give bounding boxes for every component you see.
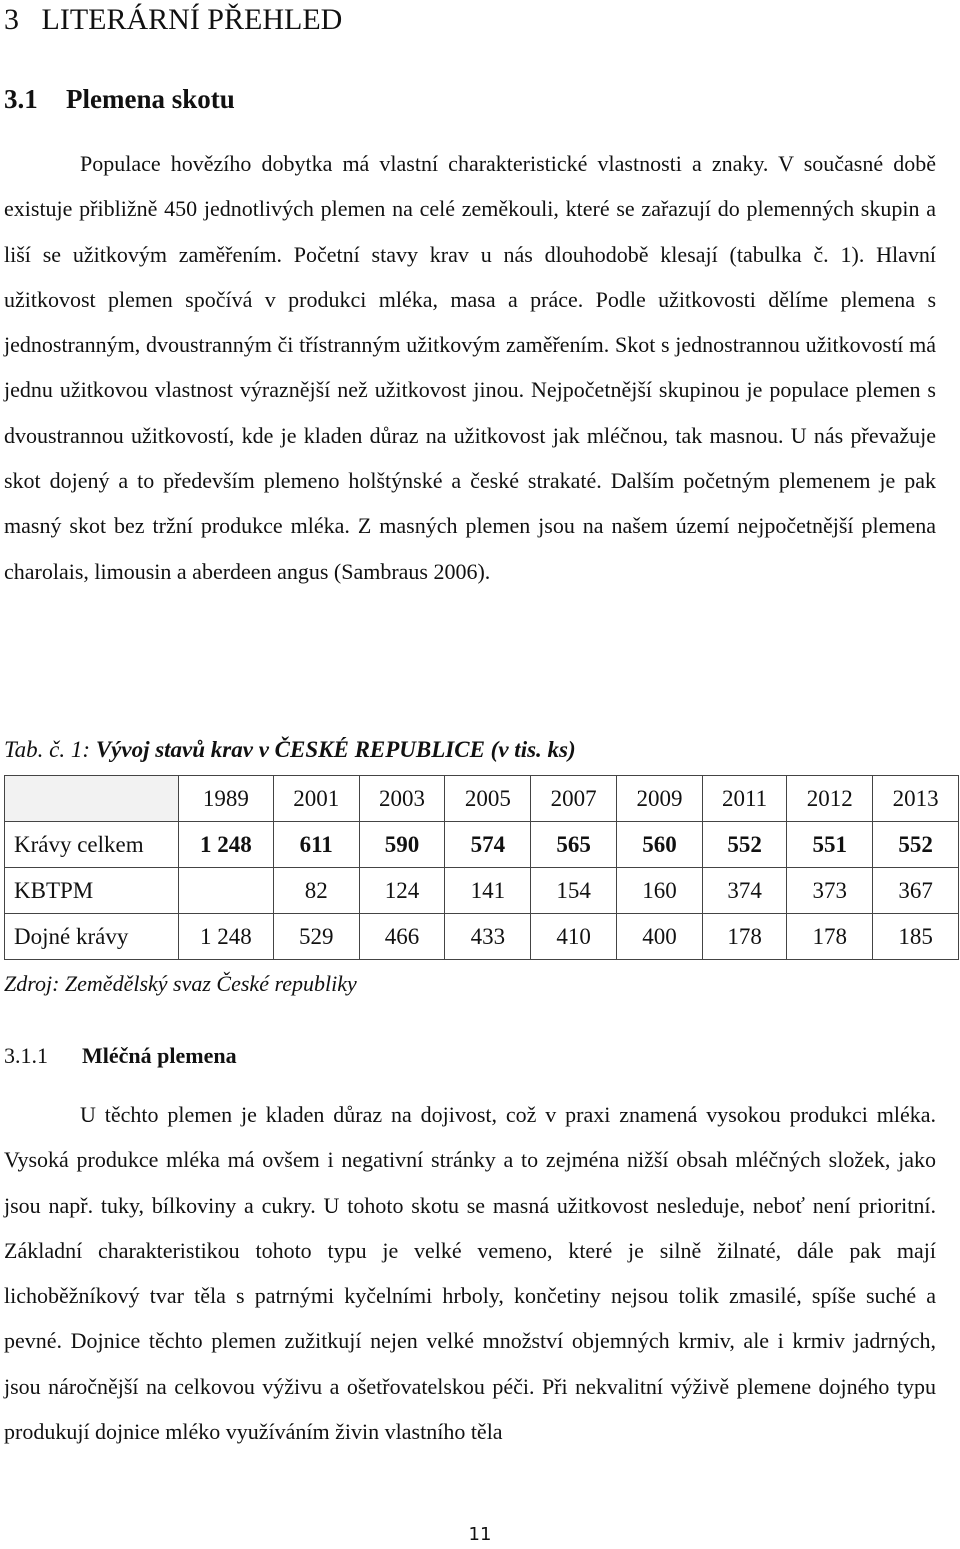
year-header: 2007 bbox=[531, 776, 617, 822]
row-label: Dojné krávy bbox=[5, 914, 179, 960]
table-cell: 154 bbox=[531, 868, 617, 914]
paragraph-breeds-text: Populace hovězího dobytka má vlastní charakteristické vlastnosti a znaky. V současné době existuje přibližně 450 jednotlivých plemen na celé zeměkouli, které se zařazují do plemenných skupin a liší se užitkovým zaměřením. Početní stavy krav u nás dlouhodobě klesají (tabulka č. 1). Hlavní užitkovost plemen spočívá v produkci mléka, masa a práce. Podle užitkovosti dělíme plemena s jednostranným, dvoustranným či třístranným užitkovým zaměřením. Skot s jednostrannou užitkovostí má jednu užitkovou vlastnost výraznější než užitkovost jinou. Nejpočetnější skupinou je populace plemen s dvoustrannou užitkovostí, kde je kladen důraz na užitkovost jak mléčnou, tak masnou. U nás převažuje skot dojený a to především plemeno holštýnské a české strakaté. Dalším početným plemenem je pak masný skot bez tržní produkce mléka. Z masných plemen jsou na našem území nejpočetnější plemena charolais, limousin a aberdeen angus (Sambraus 2006). bbox=[4, 151, 936, 584]
table-caption-title: Vývoj stavů krav v ČESKÉ REPUBLICE (v tis. ks) bbox=[95, 737, 576, 762]
table-cell: 565 bbox=[531, 822, 617, 868]
table-cell: 560 bbox=[617, 822, 703, 868]
subsection-number: 3.1.1 bbox=[4, 1043, 48, 1068]
section-number: 3.1 bbox=[4, 84, 38, 114]
subsection-title: Mléčná plemena bbox=[82, 1043, 237, 1068]
table-cell: 367 bbox=[873, 868, 959, 914]
table-cell: 466 bbox=[359, 914, 445, 960]
cow-population-table bbox=[4, 775, 959, 960]
table-cell: 574 bbox=[445, 822, 531, 868]
table-cell: 160 bbox=[617, 868, 703, 914]
table-cell: 552 bbox=[873, 822, 959, 868]
table-cell: 1 248 bbox=[179, 914, 274, 960]
year-header: 2001 bbox=[273, 776, 359, 822]
row-label: KBTPM bbox=[5, 868, 179, 914]
page-number: 11 bbox=[468, 1524, 492, 1545]
subsection-heading bbox=[4, 1040, 237, 1072]
table-cell: 124 bbox=[359, 868, 445, 914]
table-cell: 185 bbox=[873, 914, 959, 960]
table-row-dairy-cows bbox=[5, 914, 959, 960]
year-header: 2005 bbox=[445, 776, 531, 822]
table-cell: 410 bbox=[531, 914, 617, 960]
table-row-total-cows bbox=[5, 822, 959, 868]
table-cell bbox=[179, 868, 274, 914]
row-label: Krávy celkem bbox=[5, 822, 179, 868]
section-heading bbox=[4, 82, 235, 116]
table-cell: 82 bbox=[273, 868, 359, 914]
paragraph-breeds bbox=[4, 141, 936, 594]
table-cell: 178 bbox=[702, 914, 786, 960]
table-caption-prefix: Tab. č. 1: bbox=[4, 737, 96, 762]
table-cell: 611 bbox=[273, 822, 359, 868]
table-corner-cell bbox=[5, 776, 179, 822]
table-cell: 529 bbox=[273, 914, 359, 960]
table-source: Zdroj: Zemědělský svaz České republiky bbox=[4, 971, 357, 996]
table-cell: 400 bbox=[617, 914, 703, 960]
table-caption bbox=[4, 734, 576, 766]
table-cell: 141 bbox=[445, 868, 531, 914]
table-cell: 590 bbox=[359, 822, 445, 868]
year-header: 2003 bbox=[359, 776, 445, 822]
chapter-title: LITERÁRNÍ PŘEHLED bbox=[41, 3, 343, 36]
chapter-number: 3 bbox=[4, 3, 19, 36]
chapter-heading bbox=[4, 2, 342, 38]
table-header-row bbox=[5, 776, 959, 822]
paragraph-dairy-breeds-text: U těchto plemen je kladen důraz na dojivost, což v praxi znamená vysokou produkci mléka. Vysoká produkce mléka má ovšem i negativní stránky a to zejména nižší obsah mléčných složek, jako jsou např. tuky, bílkoviny a cukry. U tohoto skotu se masná užitkovost nesleduje, neboť není prioritní. Základní charakteristikou tohoto typu je velké vemeno, které je silně žilnaté, dále pak mají lichoběžníkový tvar těla s patrnými kyčelními hrboly, končetiny nejsou tolik zmasilé, spíše suché a pevné. Dojnice těchto plemen zužitkují nejen velké množství objemných krmiv, ale i krmiv jadrných, jsou náročnější na celkovou výživu a ošetřovatelskou péči. Při nekvalitní výživě plemene dojného typu produkují dojnice mléko využíváním živin vlastního těla bbox=[4, 1102, 936, 1445]
table-cell: 374 bbox=[702, 868, 786, 914]
paragraph-dairy-breeds bbox=[4, 1092, 936, 1454]
year-header: 2012 bbox=[787, 776, 873, 822]
table-cell: 1 248 bbox=[179, 822, 274, 868]
year-header: 2013 bbox=[873, 776, 959, 822]
year-header: 2011 bbox=[702, 776, 786, 822]
table-cell: 551 bbox=[787, 822, 873, 868]
table-cell: 373 bbox=[787, 868, 873, 914]
year-header: 1989 bbox=[179, 776, 274, 822]
table-cell: 433 bbox=[445, 914, 531, 960]
table-row-kbtpm bbox=[5, 868, 959, 914]
table-cell: 178 bbox=[787, 914, 873, 960]
table-cell: 552 bbox=[702, 822, 786, 868]
section-title: Plemena skotu bbox=[66, 84, 235, 114]
year-header: 2009 bbox=[617, 776, 703, 822]
